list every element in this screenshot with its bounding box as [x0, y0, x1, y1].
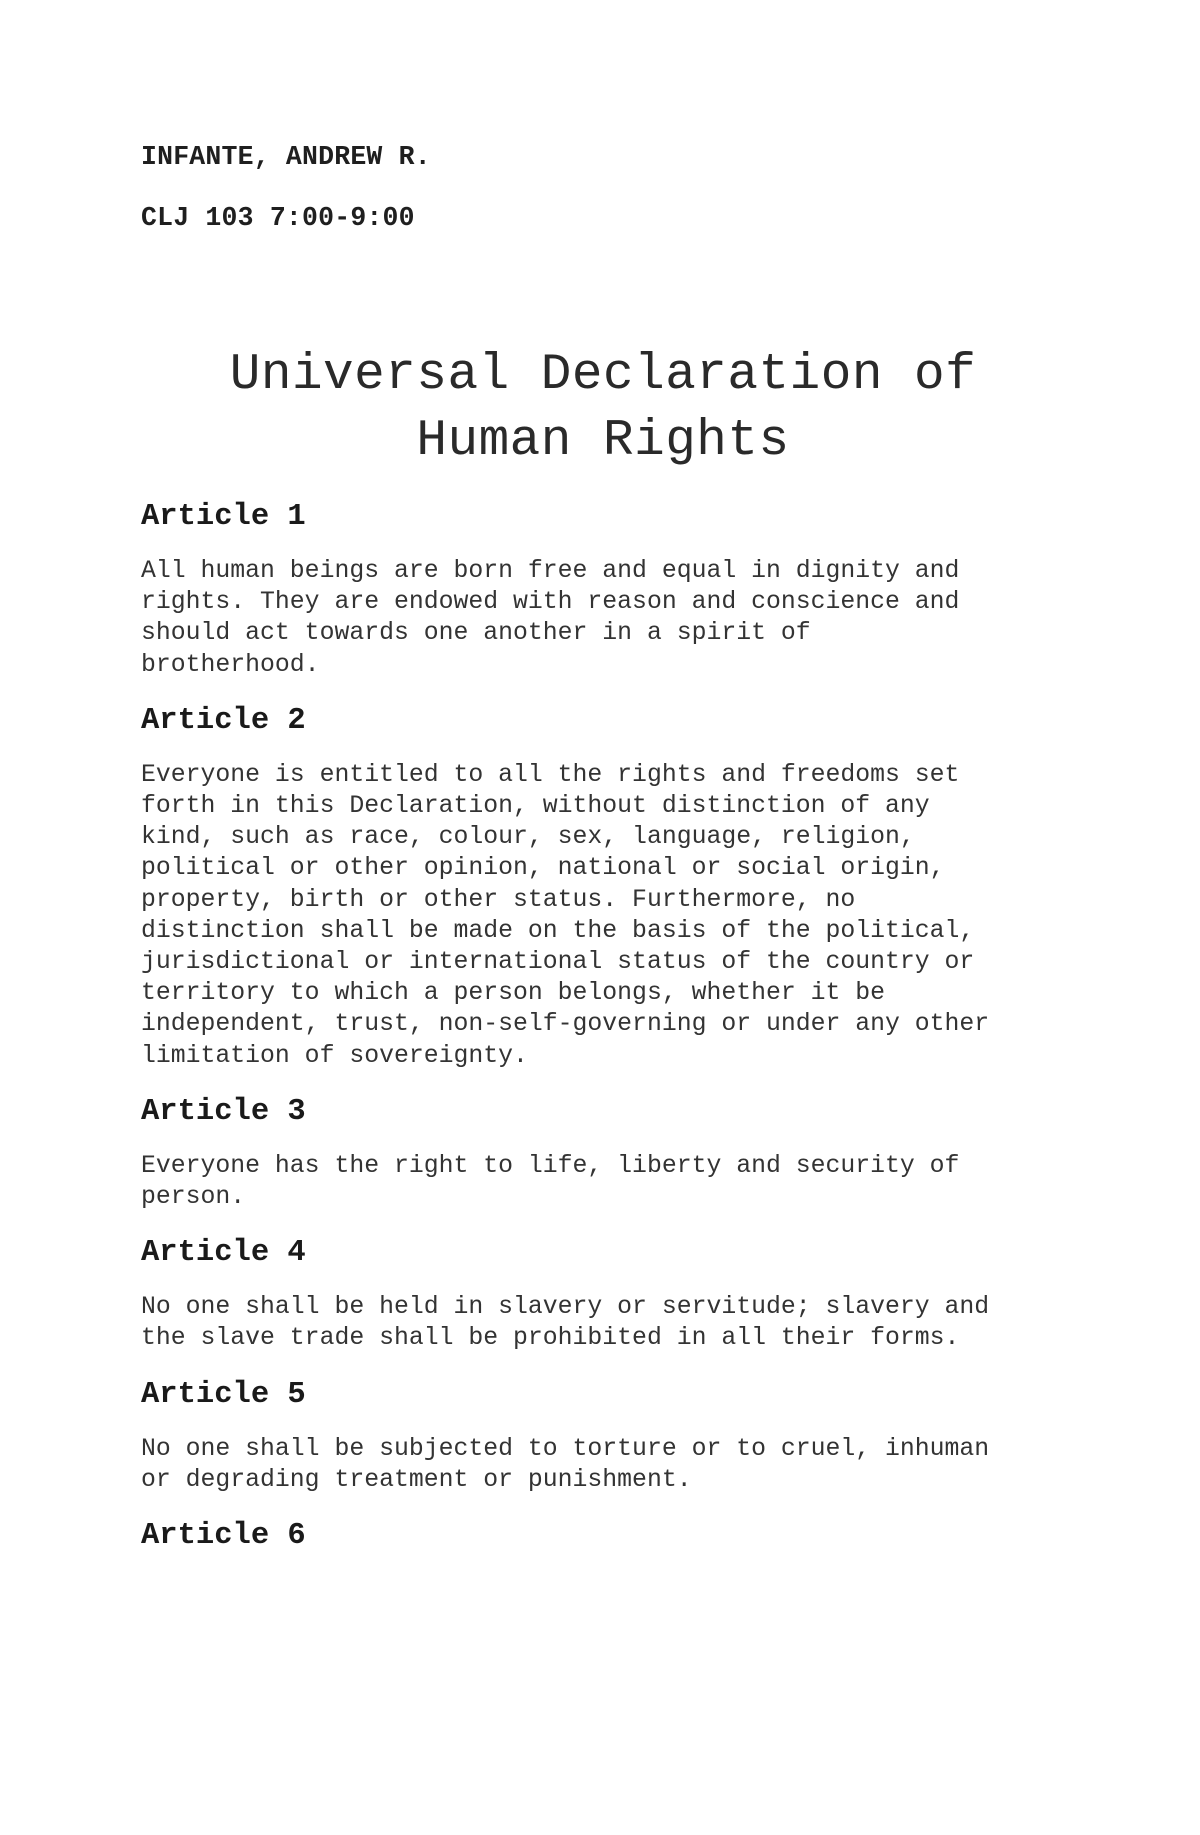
- student-name: INFANTE, ANDREW R.: [141, 142, 431, 172]
- article-heading: Article 1: [141, 500, 306, 534]
- article-6: [141, 1516, 1071, 1556]
- article-heading: Article 3: [141, 1094, 306, 1129]
- article-3: [141, 1092, 1071, 1213]
- document-page: [141, 140, 1071, 1575]
- article-heading: Article 5: [141, 1377, 306, 1412]
- article-1: [141, 497, 1071, 681]
- article-text: No one shall be subjected to torture or to cruel, inhuman or degrading treatment or punishment.: [141, 1434, 990, 1494]
- article-5: [141, 1375, 1071, 1496]
- document-title: Universal Declaration of Human Rights: [229, 347, 977, 470]
- article-heading: Article 6: [141, 1519, 306, 1554]
- article-text: No one shall be held in slavery or servitude; slavery and the slave trade shall be prohibited in all their forms.: [141, 1293, 990, 1353]
- article-heading: Article 2: [141, 703, 306, 738]
- article-2: [141, 701, 1071, 1072]
- article-text: Everyone has the right to life, liberty and security of person.: [141, 1151, 960, 1212]
- article-4: [141, 1233, 1071, 1354]
- title-block: [141, 343, 1071, 475]
- article-text: Everyone is entitled to all the rights and freedoms set forth in this Declaration, without distinction of any kind, such as race, colour, sex, language, religion, political or other opinion, national or social origin, property, birth or other status. Furthermore, no distinction shall be made on the basis of the political, jurisdictional or international status of the country or territory to which a person belongs, whether it be independent, trust, non-self-governing or under any other limitation of sovereignty.: [141, 760, 990, 1070]
- article-heading: Article 4: [141, 1236, 306, 1271]
- article-text: All human beings are born free and equal in dignity and rights. They are endowed with reason and conscience and should act towards one another in a spirit of brotherhood.: [141, 557, 960, 679]
- course-schedule: CLJ 103 7:00-9:00: [141, 203, 415, 233]
